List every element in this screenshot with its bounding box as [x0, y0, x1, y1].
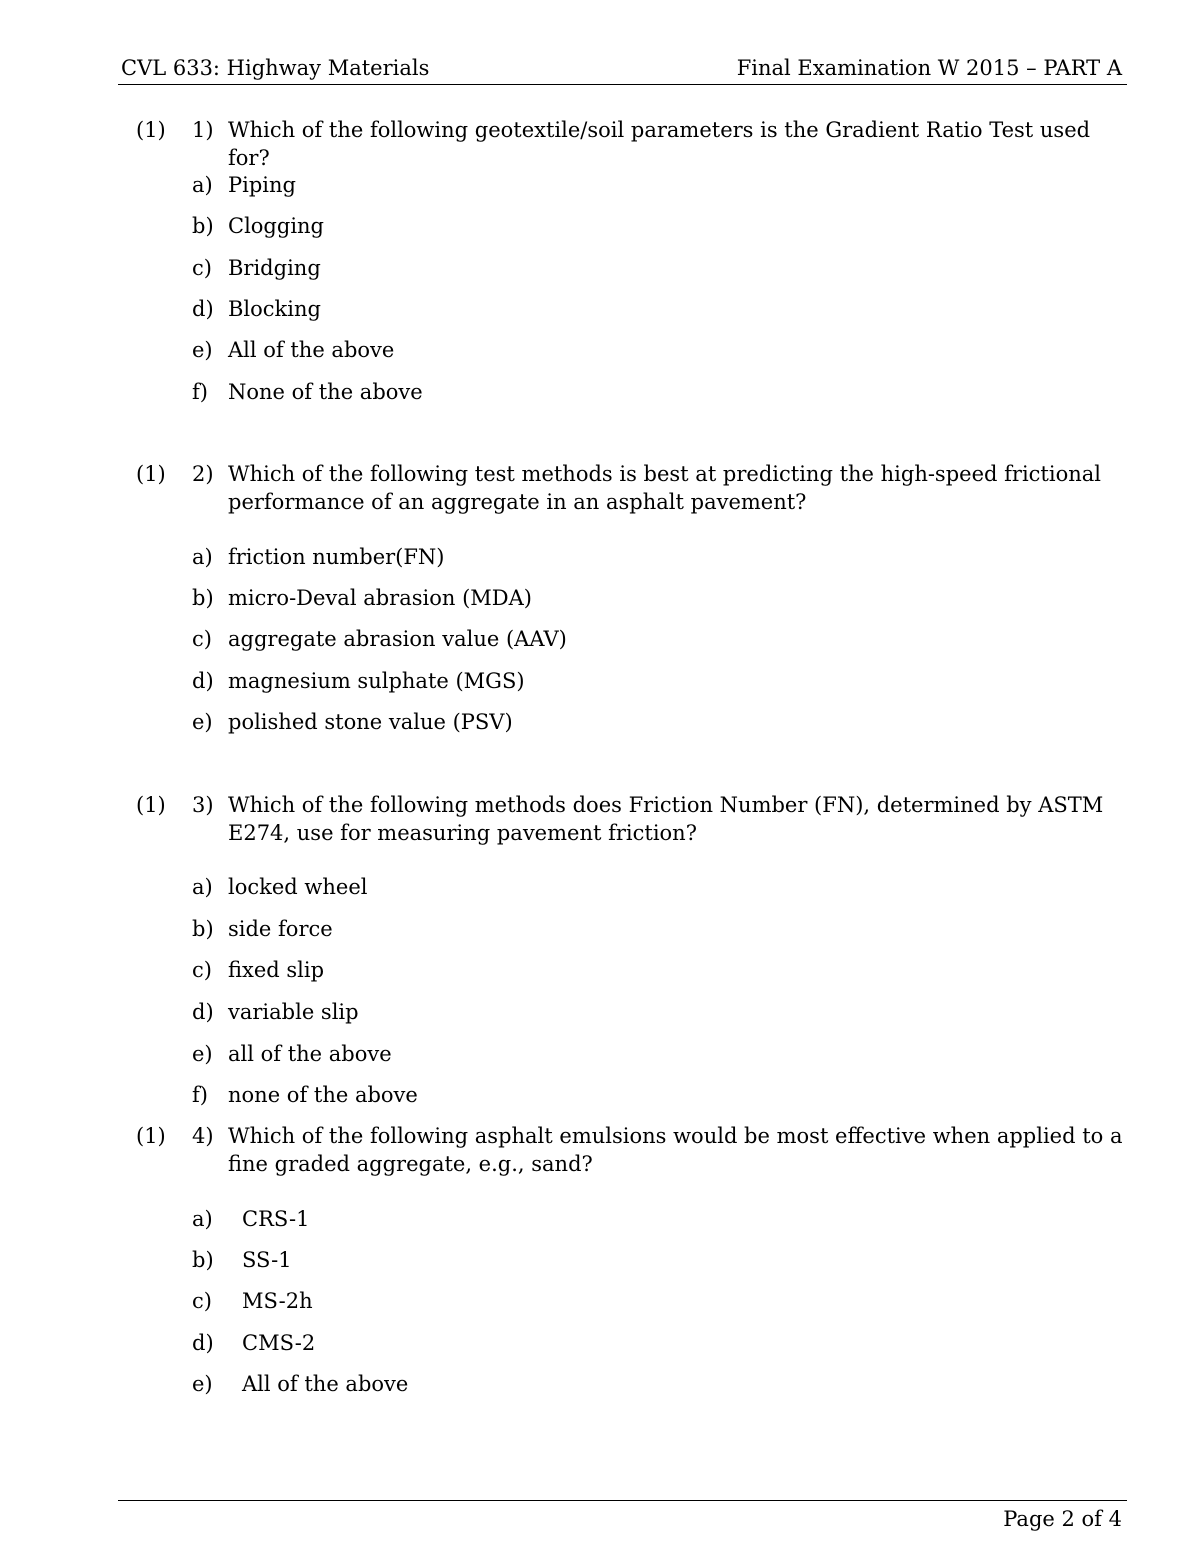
option-label: b) — [192, 917, 214, 941]
option-text: magnesium sulphate (MGS) — [228, 669, 525, 693]
option-text: CRS-1 — [242, 1207, 310, 1231]
option-label: b) — [192, 586, 214, 610]
option-text: polished stone value (PSV) — [228, 710, 513, 734]
question-text: Which of the following asphalt emulsions would be most effective when applied to a fine graded aggregate, e.g., sand? — [228, 1124, 1123, 1176]
question-text: Which of the following methods does Friction Number (FN), determined by ASTM E274, use for measuring pavement friction? — [228, 793, 1104, 845]
option-label: a) — [192, 875, 213, 899]
option-text: side force — [228, 917, 333, 941]
option-text: aggregate abrasion value (AAV) — [228, 627, 567, 651]
option-text: All of the above — [242, 1372, 409, 1396]
question-number: 1) — [192, 118, 214, 142]
header-rule — [118, 84, 1127, 85]
option-label: a) — [192, 1207, 213, 1231]
footer-rule — [118, 1500, 1127, 1501]
page-number: Page 2 of 4 — [1003, 1507, 1122, 1531]
option-label: c) — [192, 1289, 212, 1313]
option-label: e) — [192, 1042, 213, 1066]
option-label: f) — [192, 1083, 208, 1107]
option-text: friction number(FN) — [228, 545, 445, 569]
option-label: e) — [192, 710, 213, 734]
question-marks: (1) — [136, 462, 166, 486]
option-label: c) — [192, 256, 212, 280]
option-text: none of the above — [228, 1083, 418, 1107]
option-label: e) — [192, 1372, 213, 1396]
option-text: MS-2h — [242, 1289, 313, 1313]
option-text: micro-Deval abrasion (MDA) — [228, 586, 532, 610]
option-label: b) — [192, 1248, 214, 1272]
question-marks: (1) — [136, 793, 166, 817]
question-number: 4) — [192, 1124, 214, 1148]
option-label: c) — [192, 958, 212, 982]
option-text: locked wheel — [228, 875, 368, 899]
option-text: all of the above — [228, 1042, 392, 1066]
option-text: None of the above — [228, 380, 423, 404]
option-text: CMS-2 — [242, 1331, 316, 1355]
option-text: Bridging — [228, 256, 321, 280]
option-text: Blocking — [228, 297, 321, 321]
question-marks: (1) — [136, 118, 166, 142]
question-text: Which of the following geotextile/soil parameters is the Gradient Ratio Test used for? — [228, 118, 1091, 170]
option-label: a) — [192, 173, 213, 197]
option-text: SS-1 — [242, 1248, 292, 1272]
course-title: CVL 633: Highway Materials — [121, 56, 430, 80]
option-label: a) — [192, 545, 213, 569]
question-number: 2) — [192, 462, 214, 486]
option-label: d) — [192, 1000, 214, 1024]
option-label: c) — [192, 627, 212, 651]
option-text: variable slip — [228, 1000, 359, 1024]
option-text: Clogging — [228, 214, 324, 238]
exam-title: Final Examination W 2015 – PART A — [736, 56, 1122, 80]
option-label: d) — [192, 669, 214, 693]
question-marks: (1) — [136, 1124, 166, 1148]
option-text: fixed slip — [228, 958, 325, 982]
option-label: d) — [192, 297, 214, 321]
option-label: e) — [192, 338, 213, 362]
option-text: Piping — [228, 173, 296, 197]
option-label: f) — [192, 380, 208, 404]
question-text: Which of the following test methods is best at predicting the high-speed frictional performance of an aggregate in an asphalt pavement? — [228, 462, 1101, 514]
option-label: b) — [192, 214, 214, 238]
option-text: All of the above — [228, 338, 395, 362]
option-label: d) — [192, 1331, 214, 1355]
question-number: 3) — [192, 793, 214, 817]
